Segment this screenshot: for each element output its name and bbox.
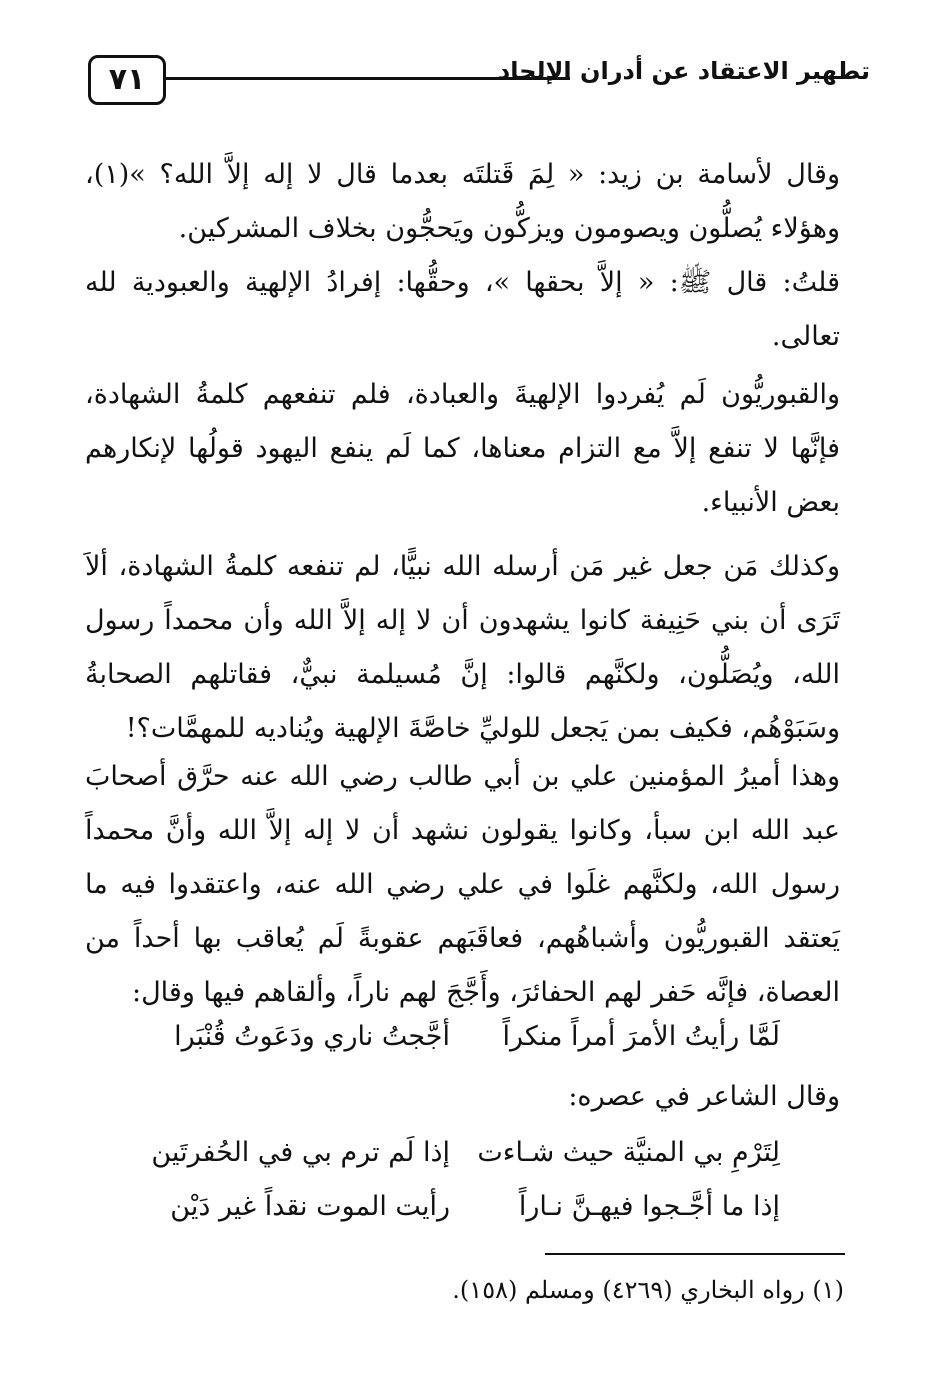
paragraph-5 <box>85 750 840 1020</box>
verse-hemistich-first: إذا ما أجَّـجوا فيهـنَّ نـاراً <box>518 1191 780 1222</box>
paragraph-2 <box>85 256 840 364</box>
paragraph-text: وهذا أميرُ المؤمنين علي بن أبي طالب رضي الله عنه حرَّق أصحابَ عبد الله ابن سبأ، وكانوا يقولون نشهد أن لا إله إلاَّ الله وأنَّ محمداً رسول الله، ولكنَّهم غلَوا في علي رضي الله عنه، واعتقدوا فيه ما يَعتقد القبوريُّون وأشباهُهم، فعاقَبَهم عقوبةً لَم يُعاقب بها أحداً من العصاة، فإنَّه حَفر لهم الحفائرَ، وأَجَّجَ لهم ناراً، وألقاهم فيها وقال: <box>85 761 840 1008</box>
verse-hemistich-first: لَمَّا رأيتُ الأمرَ أمراً منكراً <box>502 1021 780 1052</box>
paragraph-3 <box>85 368 840 530</box>
paragraph-text: وكذلك مَن جعل غير مَن أرسله الله نبيًّا، لم تنفعه كلمةُ الشهادة، ألاَ تَرَى أن بني حَنِيفة كانوا يشهدون أن لا إله إلاَّ الله وأن محمداً رسول الله، ويُصَلُّون، ولكنَّهم قالوا: إنَّ مُسيلمة نبيٌّ، فقاتلهم الصحابةُ وسَبَوْهُم، فكيف بمن يَجعل للوليِّ خاصَّةَ الإلهية ويُناديه للمهمَّات؟! <box>85 551 840 744</box>
verse-line <box>120 1010 780 1064</box>
verse-hemistich-second: أجَّجتُ ناري ودَعَوتُ قُنْبَرا <box>174 1021 450 1052</box>
poet-intro-text: وقال الشاعر في عصره: <box>568 1081 840 1112</box>
verse-2 <box>120 1126 780 1234</box>
verse-1 <box>120 1010 780 1064</box>
footnote: (١) رواه البخاري (٤٢٦٩) ومسلم (١٥٨). <box>452 1276 844 1304</box>
running-title: تطهير الاعتقاد عن أدران الإلحاد <box>497 57 870 85</box>
verse-hemistich-first: لِتَرْمِ بي المنيَّة حيث شـاءت <box>477 1137 780 1168</box>
verse-hemistich-second: رأيت الموت نقداً غير دَيْن <box>170 1191 450 1222</box>
page-header <box>80 55 870 105</box>
verse-hemistich-second: إذا لَم ترم بي في الحُفرتَين <box>151 1137 450 1168</box>
footnote-separator <box>545 1253 845 1255</box>
paragraph-text: وقال لأسامة بن زيد: « لِمَ قَتلتَه بعدما قال لا إله إلاَّ الله؟ »(١)، وهؤلاء يُصلُّون ويصومون ويزكُّون ويَحجُّون بخلاف المشركين. <box>85 159 840 244</box>
paragraph-text: قلتُ: قال ﷺ: « إلاَّ بحقها »، وحقُّها: إفرادُ الإلهية والعبودية لله تعالى. <box>85 267 840 352</box>
verse-line <box>120 1126 780 1180</box>
page-number: ٧١ <box>88 55 166 105</box>
poet-intro <box>85 1070 840 1124</box>
verse-line <box>120 1180 780 1234</box>
paragraph-1 <box>85 148 840 256</box>
paragraph-text: والقبوريُّون لَم يُفردوا الإلهيةَ والعبادة، فلم تنفعهم كلمةُ الشهادة، فإنَّها لا تنفع إلاَّ مع التزام معناها، كما لَم ينفع اليهود قولُها لإنكارهم بعض الأنبياء. <box>85 379 840 518</box>
paragraph-4 <box>85 540 840 756</box>
